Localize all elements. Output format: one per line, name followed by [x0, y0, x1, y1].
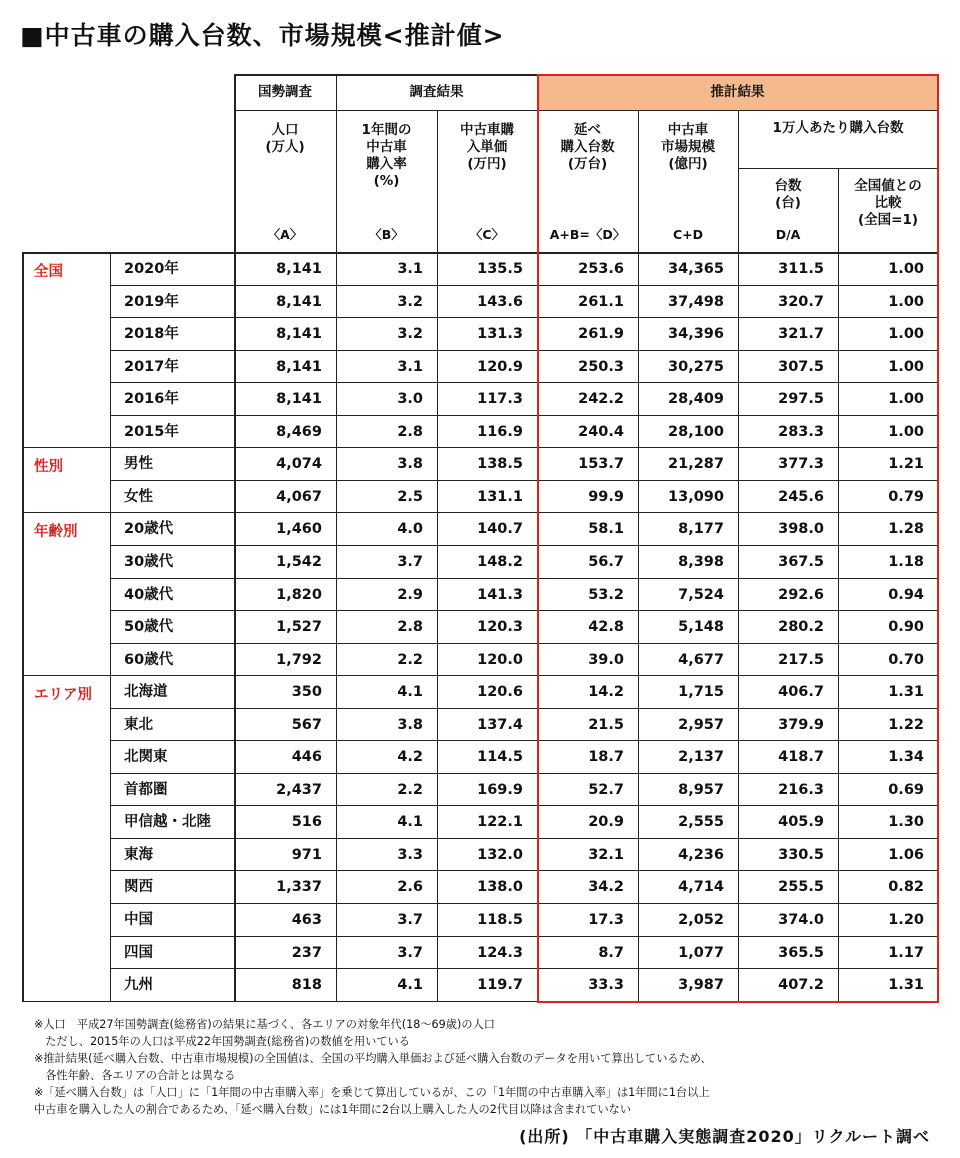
cell-e: 37,498	[668, 293, 724, 310]
cell-a: 350	[291, 684, 322, 701]
cell-g: 1.31	[888, 977, 924, 994]
formula-e: C+D	[672, 227, 704, 242]
cell-d: 39.0	[588, 651, 624, 668]
cell-b: 2.2	[397, 781, 423, 798]
source-credit: (出所) 「中古車購入実態調査2020」リクルート調べ	[519, 1127, 930, 1146]
cell-b: 3.7	[397, 553, 423, 570]
cell-g: 1.00	[888, 293, 924, 310]
cell-b: 3.2	[397, 293, 423, 310]
cell-d: 58.1	[588, 521, 624, 538]
cell-c: 137.4	[477, 716, 523, 733]
cell-g: 0.90	[888, 619, 924, 636]
cell-c: 135.5	[477, 261, 523, 277]
cell-g: 0.69	[888, 781, 924, 798]
cell-d: 33.3	[588, 977, 624, 994]
cell-f: 379.9	[778, 716, 824, 733]
cell-d: 20.9	[588, 814, 624, 831]
cell-e: 4,714	[678, 879, 724, 896]
cell-d: 53.2	[588, 586, 624, 603]
grid-line	[22, 512, 938, 513]
cell-b: 4.2	[397, 749, 423, 766]
cell-e: 3,987	[678, 977, 724, 994]
cell-a: 8,141	[276, 358, 322, 375]
grid-line	[738, 110, 739, 1001]
grid-line	[537, 1001, 939, 1003]
cell-a: 8,469	[276, 423, 322, 440]
footnotes	[34, 1016, 934, 1118]
grid-line	[537, 74, 938, 76]
column-header-g: 全国値との 比較 (全国=1)	[854, 178, 922, 228]
cell-a: 8,141	[276, 261, 322, 277]
cell-d: 14.2	[588, 684, 624, 701]
formula-f: D/A	[775, 227, 801, 242]
cell-a: 463	[291, 912, 322, 928]
cell-c: 117.3	[477, 391, 523, 408]
cell-c: 169.9	[477, 781, 523, 798]
cell-f: 297.5	[778, 391, 824, 408]
note-line: ※「延べ購入台数」は「人口」に「1年間の中古車購入率」を乗じて算出しているが、この「1年間の中古車購入率」は1年間に1台以上	[34, 1086, 710, 1099]
cell-e: 4,236	[678, 846, 724, 863]
row-label: 甲信越・北陸	[124, 814, 211, 831]
grid-line	[234, 74, 537, 76]
grid-line	[22, 252, 938, 254]
row-label: 首都圏	[124, 781, 168, 798]
cell-b: 2.9	[397, 586, 423, 603]
cell-c: 120.6	[477, 684, 523, 701]
cell-f: 377.3	[778, 456, 824, 473]
cell-f: 374.0	[778, 912, 824, 928]
cell-f: 407.2	[778, 977, 824, 994]
cell-d: 21.5	[588, 716, 624, 733]
cell-c: 138.0	[477, 879, 523, 896]
cell-c: 116.9	[477, 423, 523, 440]
column-header-d: 延べ 購入台数 (万台)	[560, 122, 615, 172]
row-label: 2016年	[124, 391, 179, 408]
cell-a: 1,337	[276, 879, 322, 896]
cell-d: 242.2	[578, 391, 624, 408]
row-label: 2018年	[124, 326, 179, 343]
cell-f: 283.3	[778, 423, 824, 440]
cell-e: 28,100	[668, 423, 724, 440]
cell-c: 148.2	[477, 553, 523, 570]
cell-b: 3.1	[397, 358, 423, 375]
cell-c: 124.3	[477, 944, 523, 961]
row-label: 北海道	[124, 684, 168, 701]
cell-c: 120.0	[477, 651, 523, 668]
cell-a: 1,792	[276, 651, 322, 668]
cell-a: 237	[291, 944, 322, 961]
row-label: 60歳代	[124, 651, 174, 668]
cell-a: 516	[291, 814, 322, 831]
cell-b: 3.8	[397, 456, 423, 473]
note-line: 中古車を購入した人の割合であるため、「延べ購入台数」には1年間に2台以上購入した人の2代目以降は含まれていない	[34, 1103, 632, 1116]
cell-a: 1,527	[276, 619, 322, 636]
row-label: 四国	[124, 944, 153, 961]
cell-g: 0.94	[888, 586, 924, 603]
cell-f: 217.5	[778, 651, 824, 668]
cell-g: 1.34	[888, 749, 924, 766]
cell-c: 120.9	[477, 358, 523, 375]
cell-f: 418.7	[778, 749, 824, 766]
row-label: 20歳代	[124, 521, 174, 538]
row-label: 女性	[124, 488, 153, 505]
cell-b: 4.0	[397, 521, 423, 538]
cell-c: 138.5	[477, 456, 523, 473]
cell-a: 4,074	[276, 456, 322, 473]
cell-f: 311.5	[778, 261, 824, 277]
row-label: 50歳代	[124, 619, 174, 636]
cell-a: 818	[291, 977, 322, 994]
cell-b: 2.8	[397, 619, 423, 636]
column-header-c: 中古車購 入単価 (万円)	[460, 122, 514, 172]
cell-d: 32.1	[588, 846, 624, 863]
cell-e: 2,137	[678, 749, 724, 766]
cell-f: 405.9	[778, 814, 824, 831]
cell-b: 3.2	[397, 326, 423, 343]
cell-b: 2.5	[397, 488, 423, 505]
cell-e: 8,177	[678, 521, 724, 538]
cell-d: 261.1	[578, 293, 624, 310]
section-label: エリア別	[34, 687, 92, 704]
cell-c: 140.7	[477, 521, 523, 538]
cell-g: 1.31	[888, 684, 924, 701]
cell-g: 0.70	[888, 651, 924, 668]
grid-line	[336, 74, 337, 1001]
cell-d: 99.9	[588, 488, 624, 505]
cell-f: 321.7	[778, 326, 824, 343]
row-label: 2017年	[124, 358, 179, 375]
cell-a: 446	[291, 749, 322, 766]
grid-line	[437, 110, 438, 1001]
row-label: 30歳代	[124, 553, 174, 570]
cell-f: 365.5	[778, 944, 824, 961]
cell-b: 2.8	[397, 423, 423, 440]
cell-a: 971	[291, 846, 322, 863]
row-label: 九州	[124, 977, 153, 994]
cell-b: 4.1	[397, 977, 423, 994]
grid-line	[537, 74, 539, 1001]
cell-g: 1.28	[888, 521, 924, 538]
formula-b: 〈B〉	[369, 227, 404, 242]
cell-g: 1.00	[888, 261, 924, 277]
cell-c: 120.3	[477, 619, 523, 636]
cell-d: 17.3	[588, 912, 624, 928]
cell-b: 4.1	[397, 814, 423, 831]
grid-line	[22, 252, 24, 1001]
cell-b: 3.7	[397, 912, 423, 928]
row-label: 2019年	[124, 293, 179, 310]
cell-g: 0.82	[888, 879, 924, 896]
row-label: 東海	[124, 846, 153, 863]
cell-d: 261.9	[578, 326, 624, 343]
cell-g: 0.79	[888, 488, 924, 505]
cell-g: 1.20	[888, 912, 924, 928]
cell-e: 8,957	[678, 781, 724, 798]
note-line: ただし、2015年の人口は平成22年国勢調査(総務省)の数値を用いている	[34, 1035, 410, 1048]
cell-e: 1,077	[678, 944, 724, 961]
cell-d: 34.2	[588, 879, 624, 896]
cell-c: 131.3	[477, 326, 523, 343]
cell-a: 8,141	[276, 391, 322, 408]
cell-f: 398.0	[778, 521, 824, 538]
page-title: ■中古車の購入台数、市場規模<推計値>	[20, 21, 505, 50]
cell-g: 1.21	[888, 456, 924, 473]
section-label: 全国	[34, 264, 63, 280]
cell-d: 52.7	[588, 781, 624, 798]
cell-f: 292.6	[778, 586, 824, 603]
cell-b: 3.0	[397, 391, 423, 408]
cell-g: 1.00	[888, 423, 924, 440]
cell-a: 1,460	[276, 521, 322, 538]
cell-c: 131.1	[477, 488, 523, 505]
cell-g: 1.00	[888, 391, 924, 408]
section-label: 性別	[34, 459, 63, 476]
cell-b: 3.1	[397, 261, 423, 277]
cell-d: 18.7	[588, 749, 624, 766]
cell-b: 2.2	[397, 651, 423, 668]
cell-a: 2,437	[276, 781, 322, 798]
cell-g: 1.00	[888, 326, 924, 343]
formula-c: 〈C〉	[469, 227, 505, 242]
grid-line	[838, 168, 839, 1001]
cell-e: 1,715	[678, 684, 724, 701]
formula-a: 〈A〉	[267, 227, 303, 242]
note-line: ※人口 平成27年国勢調査(総務省)の結果に基づく、各エリアの対象年代(18〜69歳)の人口	[34, 1018, 495, 1031]
cell-a: 8,141	[276, 293, 322, 310]
cell-c: 132.0	[477, 846, 523, 863]
cell-a: 4,067	[276, 488, 322, 505]
row-label: 北関東	[124, 749, 168, 766]
note-line: 各性年齢、各エリアの合計とは異なる	[34, 1069, 236, 1082]
cell-c: 143.6	[477, 293, 523, 310]
cell-f: 367.5	[778, 553, 824, 570]
column-header-b: 1年間の 中古車 購入率 (%)	[361, 122, 412, 189]
grid-line	[22, 675, 938, 676]
cell-d: 253.6	[578, 261, 624, 277]
row-label: 男性	[124, 456, 153, 473]
row-label: 2020年	[124, 261, 179, 277]
column-header-e: 中古車 市場規模 (億円)	[661, 122, 715, 172]
cell-f: 307.5	[778, 358, 824, 375]
cell-d: 8.7	[598, 944, 624, 961]
cell-b: 4.1	[397, 684, 423, 701]
row-label: 40歳代	[124, 586, 174, 603]
group-census: 国勢調査	[258, 84, 312, 100]
grid-line	[110, 252, 111, 1001]
group-survey: 調査結果	[409, 84, 464, 100]
note-line: ※推計結果(延べ購入台数、中古車市場規模)の全国値は、全国の平均購入単価および延べ購入台数のデータを用いて算出しているため、	[34, 1052, 712, 1065]
formula-d: A+B=〈D〉	[549, 227, 626, 242]
cell-f: 245.6	[778, 488, 824, 505]
cell-f: 406.7	[778, 684, 824, 701]
cell-g: 1.30	[888, 814, 924, 831]
cell-e: 30,275	[668, 358, 724, 375]
row-label: 東北	[124, 716, 153, 733]
cell-b: 3.3	[397, 846, 423, 863]
cell-c: 122.1	[477, 814, 523, 831]
cell-b: 3.8	[397, 716, 423, 733]
cell-f: 330.5	[778, 846, 824, 863]
row-label: 2015年	[124, 423, 179, 440]
row-label: 中国	[124, 912, 153, 928]
cell-f: 216.3	[778, 781, 824, 798]
cell-e: 2,052	[678, 912, 724, 928]
cell-a: 1,542	[276, 553, 322, 570]
cell-a: 567	[291, 716, 322, 733]
group-estimate: 推計結果	[710, 84, 765, 100]
cell-g: 1.00	[888, 358, 924, 375]
cell-e: 34,365	[668, 261, 724, 277]
cell-a: 8,141	[276, 326, 322, 343]
cell-e: 5,148	[678, 619, 724, 636]
cell-e: 8,398	[678, 553, 724, 570]
cell-c: 118.5	[477, 912, 523, 928]
row-label: 関西	[124, 879, 153, 896]
column-group-per10k: 1万人あたり購入台数	[772, 120, 904, 136]
cell-f: 320.7	[778, 293, 824, 310]
grid-line	[638, 110, 639, 1001]
grid-line	[234, 110, 537, 111]
cell-e: 2,957	[678, 716, 724, 733]
cell-f: 280.2	[778, 619, 824, 636]
cell-d: 240.4	[578, 423, 624, 440]
grid-line	[937, 74, 939, 1001]
cell-c: 114.5	[477, 749, 523, 766]
cell-b: 3.7	[397, 944, 423, 961]
section-label: 年齢別	[34, 524, 78, 541]
cell-e: 21,287	[668, 456, 724, 473]
cell-e: 13,090	[668, 488, 724, 505]
cell-g: 1.18	[888, 553, 924, 570]
column-header-a: 人口 (万人)	[265, 122, 305, 155]
cell-g: 1.17	[888, 944, 924, 961]
cell-c: 141.3	[477, 586, 523, 603]
cell-d: 56.7	[588, 553, 624, 570]
column-header-f: 台数 (台)	[774, 178, 802, 211]
cell-a: 1,820	[276, 586, 322, 603]
cell-e: 28,409	[668, 391, 724, 408]
cell-d: 250.3	[578, 358, 624, 375]
cell-g: 1.22	[888, 716, 924, 733]
cell-e: 4,677	[678, 651, 724, 668]
cell-f: 255.5	[778, 879, 824, 896]
cell-g: 1.06	[888, 846, 924, 863]
cell-d: 153.7	[578, 456, 624, 473]
grid-line	[234, 74, 236, 1001]
cell-e: 34,396	[668, 326, 724, 343]
cell-d: 42.8	[588, 619, 624, 636]
cell-c: 119.7	[477, 977, 523, 994]
cell-e: 2,555	[678, 814, 724, 831]
grid-line	[22, 447, 938, 448]
cell-e: 7,524	[678, 586, 724, 603]
cell-b: 2.6	[397, 879, 423, 896]
